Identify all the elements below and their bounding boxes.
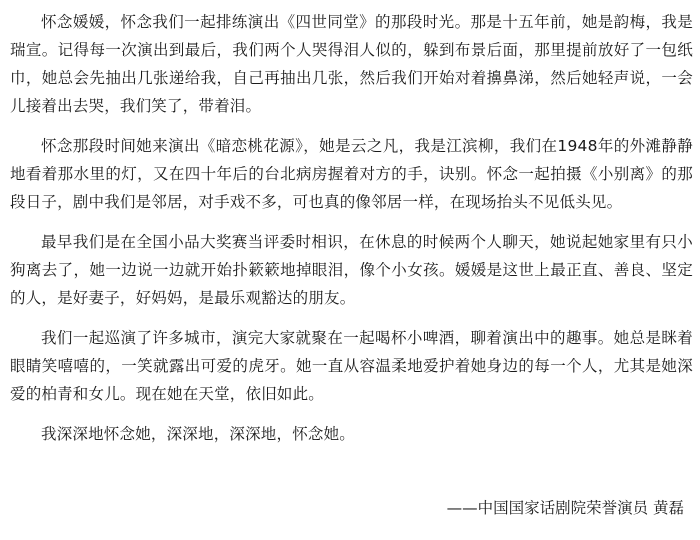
paragraph-5: 我深深地怀念她，深深地，深深地，怀念她。 [41, 425, 356, 443]
paragraph-1: 怀念媛媛，怀念我们一起排练演出《四世同堂》的那段时光。那是十五年前，她是韵梅，我是瑞宣。记得每一次演出到最后，我们两个人哭得泪人似的，躲到布景后面，那里提前放好了一包纸巾，她总会先抽出几张递给我，自己再抽出几张，然后我们开始对着擤鼻涕，然后她轻声说，一会儿接着出去哭，我们笑了，带着泪。 [10, 13, 693, 115]
paragraph-4: 我们一起巡演了许多城市，演完大家就聚在一起喝杯小啤酒，聊着演出中的趣事。她总是眯着眼睛笑嘻嘻的，一笑就露出可爱的虎牙。她一直从容温柔地爱护着她身边的每一个人，尤其是她深爱的柏青和女儿。现在她在天堂，依旧如此。 [10, 329, 693, 403]
article-body [10, 8, 693, 460]
author-signature: ——中国国家话剧院荣誉演员 黄磊 [446, 499, 684, 517]
paragraph-3: 最早我们是在全国小品大奖赛当评委时相识，在休息的时候两个人聊天，她说起她家里有只小狗离去了，她一边说一边就开始扑簌簌地掉眼泪，像个小女孩。媛媛是这世上最正直、善良、坚定的人，是好妻子，好妈妈，是最乐观豁达的朋友。 [10, 233, 693, 307]
paragraph-2: 怀念那段时间她来演出《暗恋桃花源》，她是云之凡，我是江滨柳，我们在1948年的外滩静静地看着那水里的灯，又在四十年后的台北病房握着对方的手，诀别。怀念一起拍摄《小别离》的那段日子，剧中我们是邻居，对手戏不多，可也真的像邻居一样，在现场抬头不见低头见。 [10, 137, 693, 211]
